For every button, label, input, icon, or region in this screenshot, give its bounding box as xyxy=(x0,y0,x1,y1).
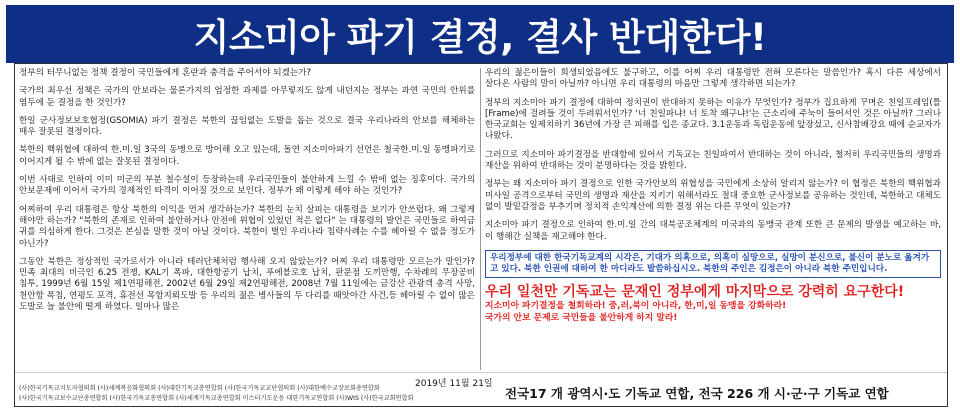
organization-line: (사)한국기독교지도자협의회 (사)세계복음화협의회 (사)대한기독교총연합회 (사)한국기독교교단협의회 (사)대한예수교장로회총연합회 xyxy=(19,385,380,392)
red-headline: 우리 일천만 기독교는 문재인 정부에게 마지막으로 강력히 요구한다! xyxy=(485,284,905,301)
right-paragraph: 우리의 젊은이들이 희생되었음에도 불구하고, 이를 어찌 우리 대통령만 전혀 모른다는 말씀인가? 혹시 다른 세상에서 살다온 사람의 말이 아닐까? 아니면 우리 대통령의 마음만 그렇게 생각하면 되는가? xyxy=(485,68,941,90)
left-paragraph: 어찌하여 우리 대통령은 항상 북한의 이익을 먼저 생각하는가? 북한의 눈치 살피는 대통령을 보기가 안쓰럽다. 왜 그렇게 해야만 하는가? "북한의 존재로 인하여 불안하거나 안전에 위협이 있었던 적은 없다" 는 대통령의 발언은 국민들로 하여금 귀를 의심하게 한다. 그것은 본심을 말한 것이 아닐 것이다. 북한이 벌인 우리나라 침략사례는 수를 헤아릴 수 없을 정도가 아닌가? xyxy=(19,204,475,249)
organization-line: (사)한국기독교보수교단총연합회 (사)한국기독교총연합회 (사)세계기독교총연합회 미스터기도운동 대한기독교연합회 (사)WIS (사)한국교회연합회 xyxy=(19,395,414,402)
left-paragraph: 한일 군사정보보호협정(GSOMIA) 파기 결정은 북한의 끊임없는 도발을 돕는 것으로 결국 우리나라의 안보를 해체하는 매우 잘못된 결정이다. xyxy=(19,115,475,138)
footer-rule xyxy=(15,372,947,373)
demand-line: 지소미아 파기결정을 철회하라! 중,러,북이 아니라, 한,미,일 동맹을 강화하라! xyxy=(485,301,787,312)
column-divider xyxy=(480,68,481,370)
footer-signature: 전국17 개 광역시·도 기독교 연합, 전국 226 개 시·군·구 기독교 연합 xyxy=(505,386,889,401)
right-paragraph: 정부는 왜 지소미아 파기 결정으로 인한 국가안보의 위협성을 국민에게 소상히 알리지 않는가? 이 협정은 북한의 핵위협과 미사일 공격으로부터 국민의 생명과 재산을 지키기 위해서라도 절대 중요한 군사정보를 공유하는 것인데, 북한하고 대체도 없이 발밑감정을 부추기며 정치적 손익계산에 의한 결정 위는 다른 무엇이 있는가? xyxy=(485,179,941,212)
left-paragraph: 국가의 최우선 정책은 국가의 안보라는 물론가지의 엄정한 과제를 아무렇지도 않게 내던지는 정부는 과연 국민의 안위를 염두에 둔 결정을 한 것인가? xyxy=(19,86,475,108)
right-paragraph: 지소미아 파기 결정으로 인하여 한.미.일 간의 대북공조체계의 미국과의 동맹국 관계 또한 큰 문제의 발생을 예고하는 바, 이 행해간 실책을 재고해야 한다. xyxy=(485,220,941,242)
left-column xyxy=(19,68,475,320)
left-paragraph: 이번 사태로 인하여 이미 미군의 부분 철수설이 등장하는데 우리국민들이 불안하게 느낄 수 밖에 없는 징후이다. 국가의 안보문제에 이어서 국가의 경제적인 타격이 이어질 것으로 보인다. 정부가 왜 이렇게 해야 하는 것인가? xyxy=(19,175,475,197)
issue-date: 2019년 11월 21일 xyxy=(415,379,493,389)
left-paragraph: 그동안 북한은 정상적인 국가로서가 아니라 테러단체처럼 행사해 오지 않았는가? 어찌 우리 대통령만 모르는가 말인가? 민족 최대의 비극인 6.25 전쟁, KAL기 폭파, 대한항공기 납치, 푸에블로호 납치, 판문점 도끼만행, 수차례의 무장공비 침투, 1999년 6월 15일 제1연평해전, 2002년 6월 29일 제2연평해전, 2008년 7월 11일에는 금강산 관광객 총격 사망, 천안함 폭침, 연평도 포격, 휴전선 목함지뢰도발 등 우리의 젊은 병사들의 두 다리를 때앗아간 사건,등 헤아릴 수 없이 많은 도발로 늘 불안에 떨게 하였다. 일마나 많은 xyxy=(19,256,475,313)
blue-statement-box: 우리정부에 대한 한국기독교계의 시각은, 기대가 의혹으로, 의혹이 실망으로, 실망이 분신으로, 불신이 분노로 옮겨가고 있다. 북한 인권에 대하여 한 마디라도 발씀하십시오. 북한의 주인은 김정은이 아니라 북한 주민입니다. xyxy=(485,250,941,279)
banner-title: 지소미아 파기 결정, 결사 반대한다! xyxy=(6,5,954,63)
demand-line: 국가의 안보 문제로 국민들을 불안하게 하지 말라! xyxy=(485,312,678,323)
right-paragraph: 그러므로 지소미아 파기결정을 반대함에 있어서 기독교는 친일파여서 반대하는 것이 아니라, 철저히 우리국민들의 생명과 재산을 위하여 반대하는 것이 분명하다는 것을 밝힌다. xyxy=(485,149,941,172)
right-column xyxy=(485,68,941,324)
left-paragraph: 북한의 핵위협에 대하여 한.미.일 3국의 동맹으로 방어해 오고 있는데, 돌연 지소미아파기 선언은 철국한.미.일 동맹파기로 이어지게 될 수 밖에 없는 잘못된 결정이다. xyxy=(19,145,475,167)
organization-list xyxy=(19,384,475,404)
content-box xyxy=(14,63,948,407)
right-paragraph: 정부의 지소미아 파기 결정에 대하여 정치권이 반대하지 못하는 이유가 무엇인가? 정부가 집요하게 꾸며온 친일프레임(틀[Frame)에 걸려들 것이 두려워서인가? '너 친일파냐! 너 토착 왜구냐!'는 근소리에 주눅이 들어서인 것은 아닐까? 그러나 한국교회는 일제치하기 36년에 가장 큰 피해를 입은 종교다. 3.1운동과 독립운동에 앞장섰고, 신사참배강요 때에 순교자가 나왔다. xyxy=(485,97,941,142)
left-paragraph: 정부의 터무니없는 정책 결정이 국민들에게 혼란과 충격을 주어서야 되겠는가? xyxy=(19,68,312,78)
